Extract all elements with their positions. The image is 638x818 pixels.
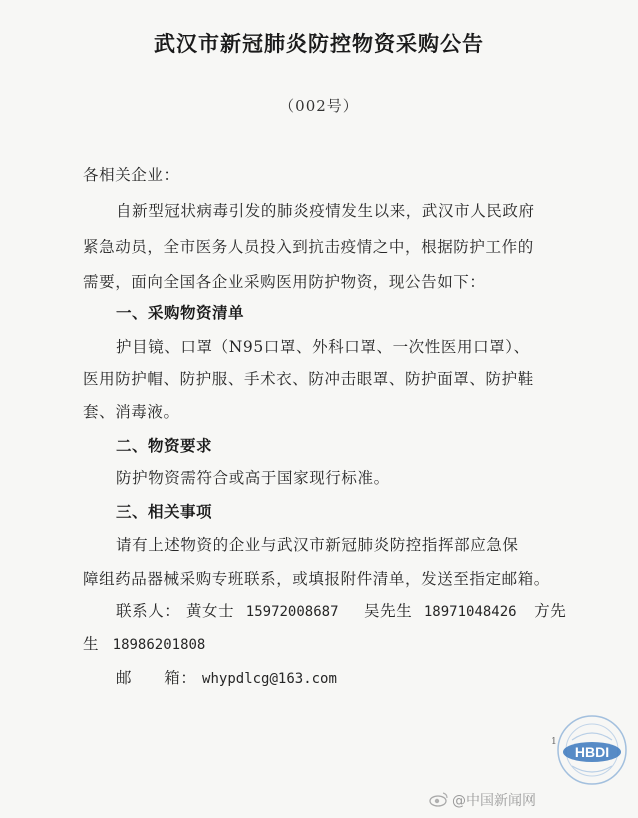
source-watermark: @中国新闻网 [452,793,536,809]
email-line [116,666,337,688]
contact-2-phone: 18971048426 [423,604,517,620]
contact-3-name-end: 生 [83,635,100,653]
intro-line-3: 需要，面向全国各企业采购医用防护物资，现公告如下： [83,273,486,291]
stamp-text: HBDI [574,744,610,760]
weibo-icon [429,791,449,807]
page-number: 1 [551,737,557,747]
section-2-line: 防护物资需符合或高于国家现行标准。 [116,469,390,487]
section-2-heading: 二、物资要求 [116,437,213,455]
contact-3-phone: 18986201808 [112,637,206,653]
contact-2-name: 吴先生 [364,602,413,620]
contact-1-name: 黄女士 [185,602,235,620]
email-label: 邮 箱： [116,669,197,687]
section-3-heading: 三、相关事项 [116,503,213,521]
intro-line-1: 自新型冠状病毒引发的肺炎疫情发生以来，武汉市人民政府 [116,202,535,220]
document-title: 武汉市新冠肺炎防控物资采购公告 [154,32,484,56]
section-1-line-2: 医用防护帽、防护服、手术衣、防冲击眼罩、防护面罩、防护鞋 [83,370,534,388]
contact-label: 联系人： [116,602,181,620]
contact-line-2 [83,632,205,654]
contact-1-phone: 15972008687 [245,604,339,620]
hbdi-stamp-logo [554,712,630,788]
section-1-line-3: 套、消毒液。 [83,403,180,421]
document-number: （002号） [279,97,359,115]
section-3-line-1: 请有上述物资的企业与武汉市新冠肺炎防控指挥部应急保 [116,536,519,554]
section-1-heading: 一、采购物资清单 [116,304,245,322]
email-value: whypdlcg@163.com [202,671,337,687]
salutation: 各相关企业： [83,166,180,184]
section-3-line-2: 障组药品器械采购专班联系，或填报附件清单，发送至指定邮箱。 [83,570,550,588]
contact-line [116,599,566,621]
intro-line-2: 紧急动员，全市医务人员投入到抗击疫情之中，根据防护工作的 [83,238,534,256]
section-1-line-1: 护目镜、口罩（N95口罩、外科口罩、一次性医用口罩）、 [116,338,530,356]
contact-3-name-start: 方先 [534,602,567,620]
